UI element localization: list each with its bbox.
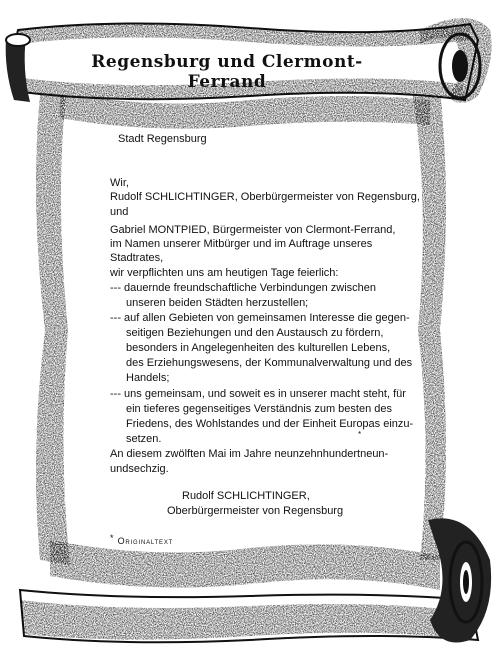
text-line: im Namen unserer Mitbürger und im Auftrage unseres	[110, 238, 373, 250]
signature-name: Rudolf SCHLICHTINGER,	[182, 490, 310, 502]
text-line: Friedens, des Wohlstandes und der Einheit Europas einzu-	[126, 418, 414, 430]
text-line: undsechzig.	[110, 463, 169, 475]
text-line: --- uns gemeinsam, und soweit es in unserer macht steht, für	[110, 388, 406, 400]
document-title: Regensburg und Clermont-Ferrand	[91, 52, 363, 92]
text-line: Gabriel MONTPIED, Bürgermeister von Clermont-Ferrand,	[110, 224, 396, 236]
text-line: setzen.	[126, 433, 162, 445]
footnote	[110, 533, 174, 546]
text-line: Handels;	[126, 372, 170, 384]
text-line: Wir,	[110, 177, 129, 189]
asterisk-mark: *	[358, 430, 362, 439]
signature-title: Oberbürgermeister von Regensburg	[167, 505, 344, 517]
text-line: An diesem zwölften Mai im Jahre neunzehnhundertneun-	[110, 448, 389, 460]
text-line: besonders in Angelegenheiten des kulturellen Lebens,	[126, 342, 391, 354]
footnote-mark: *	[110, 533, 115, 543]
text-line: Stadtrates,	[110, 252, 164, 264]
text-line: unseren beiden Städten herzustellen;	[126, 297, 309, 309]
text-line: des Erziehungswesens, der Kommunalverwaltung und des	[126, 357, 413, 369]
text-line: ein tieferes gegenseitiges Verständnis zum besten des	[126, 403, 392, 415]
text-line: --- dauernde freundschaftliche Verbindungen zwischen	[110, 282, 376, 294]
text-line: Rudolf SCHLICHTINGER, Oberbürgermeister von Regensburg,	[110, 191, 420, 203]
text-line: wir verpflichten uns am heutigen Tage feierlich:	[110, 267, 339, 279]
text-line: und	[110, 206, 129, 218]
city-name: Stadt Regensburg	[118, 133, 207, 145]
text-line: --- auf allen Gebieten von gemeinsamen Interesse die gegen-	[110, 312, 410, 324]
text-line: seitigen Beziehungen und den Austausch zu fördern,	[126, 327, 384, 339]
footnote-text: Originaltext	[117, 536, 174, 546]
